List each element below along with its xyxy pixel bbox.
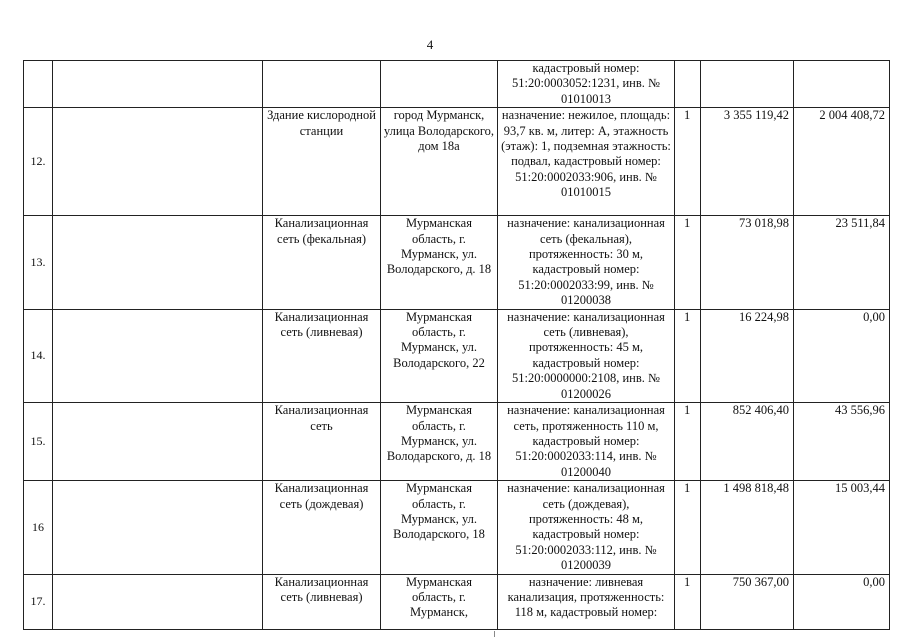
book-value-cell: 3 355 119,42 <box>701 108 794 216</box>
address-cell: Мурманская область, г. Мурманск, ул. Володарского, 22 <box>381 309 498 402</box>
row-number-cell <box>24 61 53 108</box>
book-value-cell <box>701 61 794 108</box>
table-row <box>24 61 890 108</box>
quantity-cell: 1 <box>675 108 701 216</box>
address-cell: Мурманская область, г. Мурманск, ул. Володарского, 18 <box>381 481 498 574</box>
description-cell: назначение: ливневая канализация, протяженность: 118 м, кадастровый номер: <box>498 574 675 629</box>
table-row <box>24 108 890 216</box>
book-value-cell: 1 498 818,48 <box>701 481 794 574</box>
address-cell <box>381 61 498 108</box>
page-number: 4 <box>426 37 434 52</box>
residual-value-cell: 0,00 <box>794 309 890 402</box>
object-name-cell <box>263 61 381 108</box>
row-number-cell: 14. <box>24 309 53 402</box>
row-number-cell: 17. <box>24 574 53 629</box>
residual-value-cell: 2 004 408,72 <box>794 108 890 216</box>
object-name-cell: Канализационная сеть (ливневая) <box>263 309 381 402</box>
property-registry-table <box>23 60 890 630</box>
residual-value-cell: 0,00 <box>794 574 890 629</box>
table-row <box>24 481 890 574</box>
description-cell: назначение: канализационная сеть (дождевая), протяженность: 48 м, кадастровый номер: 51:20:0002033:112, инв. № 01200039 <box>498 481 675 574</box>
object-name-cell: Канализационная сеть (дождевая) <box>263 481 381 574</box>
residual-value-cell: 43 556,96 <box>794 403 890 481</box>
scan-mark <box>494 631 495 637</box>
blank-cell <box>53 61 263 108</box>
table-row <box>24 309 890 402</box>
quantity-cell: 1 <box>675 309 701 402</box>
residual-value-cell <box>794 61 890 108</box>
blank-cell <box>53 574 263 629</box>
residual-value-cell: 15 003,44 <box>794 481 890 574</box>
blank-cell <box>53 108 263 216</box>
address-cell: Мурманская область, г. Мурманск, <box>381 574 498 629</box>
table-row <box>24 574 890 629</box>
description-cell: кадастровый номер: 51:20:0003052:1231, инв. № 01010013 <box>498 61 675 108</box>
book-value-cell: 73 018,98 <box>701 216 794 309</box>
book-value-cell: 750 367,00 <box>701 574 794 629</box>
blank-cell <box>53 403 263 481</box>
row-number-cell: 16 <box>24 481 53 574</box>
quantity-cell: 1 <box>675 216 701 309</box>
table-row <box>24 403 890 481</box>
quantity-cell: 1 <box>675 481 701 574</box>
residual-value-cell: 23 511,84 <box>794 216 890 309</box>
object-name-cell: Канализационная сеть <box>263 403 381 481</box>
description-cell: назначение: канализационная сеть, протяженность 110 м, кадастровый номер: 51:20:0002033:114, инв. № 01200040 <box>498 403 675 481</box>
blank-cell <box>53 481 263 574</box>
quantity-cell <box>675 61 701 108</box>
object-name-cell: Здание кислородной станции <box>263 108 381 216</box>
book-value-cell: 852 406,40 <box>701 403 794 481</box>
blank-cell <box>53 216 263 309</box>
table-row <box>24 216 890 309</box>
row-number-cell: 15. <box>24 403 53 481</box>
description-cell: назначение: канализационная сеть (ливневая), протяженность: 45 м, кадастровый номер: 51:20:0000000:2108, инв. № 01200026 <box>498 309 675 402</box>
object-name-cell: Канализационная сеть (фекальная) <box>263 216 381 309</box>
description-cell: назначение: канализационная сеть (фекальная), протяженность: 30 м, кадастровый номер: 51:20:0002033:99, инв. № 01200038 <box>498 216 675 309</box>
address-cell: Мурманская область, г. Мурманск, ул. Володарского, д. 18 <box>381 216 498 309</box>
quantity-cell: 1 <box>675 403 701 481</box>
row-number-cell: 13. <box>24 216 53 309</box>
book-value-cell: 16 224,98 <box>701 309 794 402</box>
address-cell: Мурманская область, г. Мурманск, ул. Володарского, д. 18 <box>381 403 498 481</box>
description-cell: назначение: нежилое, площадь: 93,7 кв. м, литер: А, этажность (этаж): 1, подземная этажность: подвал, кадастровый номер: 51:20:0002033:906, инв. № 01010015 <box>498 108 675 216</box>
row-number-cell: 12. <box>24 108 53 216</box>
quantity-cell: 1 <box>675 574 701 629</box>
address-cell: город Мурманск, улица Володарского, дом 18а <box>381 108 498 216</box>
blank-cell <box>53 309 263 402</box>
object-name-cell: Канализационная сеть (ливневая) <box>263 574 381 629</box>
